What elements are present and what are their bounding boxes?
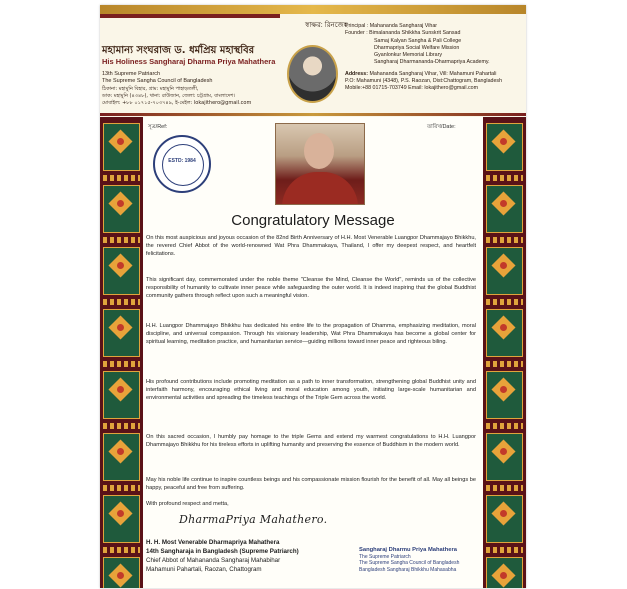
- closing-line: With profound respect and metta,: [146, 501, 229, 507]
- certificate-document: [100, 5, 526, 588]
- signatory-role: Chief Abbot of Mahananda Sangharaj Mahabihar: [146, 557, 281, 564]
- handwritten-signature: DharmaPriya Mahathero.: [179, 513, 328, 526]
- border-stripe: [103, 361, 140, 367]
- border-stripe: [103, 547, 140, 553]
- mobile-english: Mobile:+88 01715-703749 Email: lokajithero@gmail.com: [345, 85, 479, 92]
- official-stamp: [359, 547, 459, 573]
- paragraph: His profound contributions include promoting meditation as a path to inner transformation, strengthening global Buddhist unity and interfaith harmony, encouraging ethical living and moral education among youth, initiating large-scale humanitarian and environmental activities and spreading the timeless teachings of the Triple Gem across the world.: [146, 379, 476, 402]
- letterhead: [100, 5, 526, 117]
- left-decorative-border: [100, 117, 143, 588]
- stamp-line-3: The Supreme Sangha Council of Bangladesh: [359, 560, 460, 567]
- ref-label: সূত্র/Ref:: [148, 124, 168, 130]
- stamp-line-1: Sangharaj Dharmu Priya Mahathera: [359, 547, 457, 553]
- lotus-motif: [486, 309, 523, 357]
- lotus-motif: [486, 123, 523, 171]
- title-english: His Holiness Sangharaj Dharma Priya Mahathera: [102, 57, 276, 66]
- lotus-motif: [103, 495, 140, 543]
- stamp-line-2: The Supreme Patriarch: [359, 553, 411, 560]
- signatory-title: 14th Sangharaja in Bangladesh (Supreme Patriarch): [146, 548, 299, 555]
- seal-text: ESTD: 1984: [168, 158, 196, 164]
- paragraph: This significant day, commemorated under the noble theme "Cleanse the Mind, Cleanse the World", reminds us of the collective responsibility of humanity to cultivate inner peace while safeguarding the outer world. It is indeed inspiring that the global Buddhist community gathers through reflect upon such a meaningful vision.: [146, 277, 476, 300]
- principal-line: Principal : Mahananda Sangharaj Vihar: [345, 23, 438, 29]
- letterhead-portrait: [287, 45, 338, 103]
- border-stripe: [486, 299, 523, 305]
- address-english: Mahananda Sangharaj Vihar, Vill: Mahamuni Pahartali: [369, 70, 497, 77]
- lotus-motif: [486, 185, 523, 233]
- lotus-motif: [103, 185, 140, 233]
- signature-label-bn: স্বাক্ষর: রিনজেহ: [305, 22, 348, 29]
- paragraph: H.H. Luangpor Dhammajayo Bhikkhu has dedicated his entire life to the propagation of Dhamma, emphasizing meditation, moral discipline, and universal compassion. Through his visionary leadership, Wat Phra Dhammakaya has become a global center for spiritual learning, meditation practice, and humanitarian service—guiding millions toward inner peace and righteous biling.: [146, 323, 476, 346]
- signatory-block: [146, 538, 299, 574]
- post-bangla: ডাক: মহামুনি (৪৩৪৮), থানা: রাউজান, জেলা: চট্টগ্রাম, বাংলাদেশ।: [102, 93, 236, 99]
- letter-body: [145, 117, 481, 588]
- photo-robe: [282, 172, 358, 205]
- lotus-motif: [486, 495, 523, 543]
- founder-line-4: Gyanlonkur Memorial Library: [374, 52, 443, 59]
- lotus-motif: [103, 123, 140, 171]
- lotus-motif: [486, 247, 523, 295]
- signatory-location: Mahamuni Pahartali, Raozan, Chattogram: [146, 566, 262, 573]
- title-bangla: মহামান্য সংঘরাজ ড. ধর্মপ্রিয় মহাস্থবির: [102, 45, 255, 56]
- address-bangla: ঠিকানা: মহামুনি বিহার, গ্রাম: মহামুনি পাহাড়তলী,: [102, 86, 199, 92]
- founder-line-2: Samaj Kalyan Sangha & Pali College: [374, 37, 462, 44]
- border-stripe: [486, 237, 523, 243]
- lotus-motif: [486, 371, 523, 419]
- border-stripe: [103, 423, 140, 429]
- organization-seal: [153, 135, 211, 193]
- lotus-motif: [103, 309, 140, 357]
- seal-inner-ring: [162, 144, 204, 186]
- founder-line-5: Sangharaj Dharmananda-Dharmapriya Academy.: [374, 59, 490, 66]
- border-stripe: [103, 299, 140, 305]
- lotus-motif: [103, 371, 140, 419]
- lotus-motif: [486, 433, 523, 481]
- lotus-motif: [486, 557, 523, 588]
- letterhead-gold-band: [100, 5, 526, 14]
- border-stripe: [103, 485, 140, 491]
- lotus-motif: [103, 433, 140, 481]
- post-english: P.O: Mahamuni (4348), P.S. Raozan, Dist:Chattogram, Bangladesh: [345, 78, 503, 85]
- patriarch-line: 13th Supreme Patriarch: [102, 71, 161, 77]
- stamp-line-4: Bangladesh Sangharaj Bhikkhu Mahasabha: [359, 566, 457, 573]
- phone-bangla: মোবাইল: +৮৮ ০১৭১৫-৭০৩৭৪৯, ই-মেইল: lokajithero@gmail.com: [102, 100, 252, 106]
- date-label: তারিখ/Date:: [427, 124, 456, 130]
- letter-heading: Congratulatory Message: [231, 212, 395, 229]
- border-stripe: [103, 175, 140, 181]
- portrait-photo: [275, 123, 365, 205]
- paragraph: On this most auspicious and joyous occasion of the 82nd Birth Anniversary of H.H. Most Venerable Luangpor Dhammajayo Bhikkhu, the revered Chief Abbot of the world-renowned Wat Phra Dhammakaya, Thailand, I offer my deepest respect, and heartfelt felicitations.: [146, 235, 476, 258]
- border-stripe: [486, 361, 523, 367]
- founder-line: Founder : Bimalananda Shikkha Sunskrit Sansad: [345, 30, 461, 37]
- council-line: The Supreme Sangha Council of Bangladesh: [102, 78, 213, 84]
- right-decorative-border: [483, 117, 526, 588]
- letterhead-maroon-band: [100, 14, 280, 18]
- photo-face: [304, 133, 334, 169]
- letterhead-info: [345, 23, 502, 93]
- border-stripe: [486, 547, 523, 553]
- paragraph: On this sacred occasion, I humbly pay homage to the triple Gems and extend my warmest congratulations to H.H. Luangpor Dhammajayo Bhikkhu for his tireless efforts in uplifting humanity and preserving the essence of Buddhism in the modern world.: [146, 434, 476, 449]
- founder-line-3: Dharmapriya Social Welfare Mission: [374, 44, 460, 51]
- paragraph: May his noble life continue to inspire countless beings and his compassionate mission flourish for the benefit of all. May all beings be happy, peaceful and free from suffering.: [146, 477, 476, 492]
- border-stripe: [103, 237, 140, 243]
- lotus-motif: [103, 557, 140, 588]
- lotus-motif: [103, 247, 140, 295]
- border-stripe: [486, 485, 523, 491]
- letterhead-divider: [100, 113, 526, 116]
- border-stripe: [486, 423, 523, 429]
- address-label: Address:: [345, 70, 368, 77]
- signatory-name: H. H. Most Venerable Dharmapriya Mahathera: [146, 539, 280, 546]
- border-stripe: [486, 175, 523, 181]
